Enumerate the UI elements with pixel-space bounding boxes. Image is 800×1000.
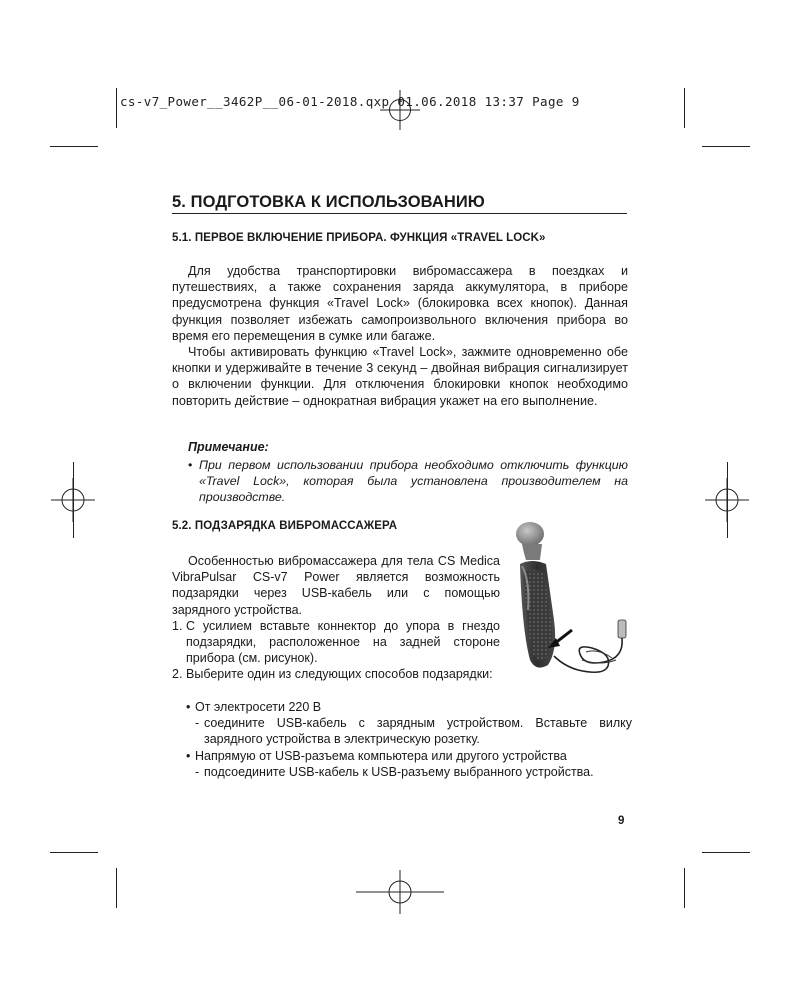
crop-mark-top-right-horizontal (702, 146, 750, 147)
note-title: Примечание: (188, 440, 269, 454)
option-1-dash: - (195, 716, 200, 731)
subsection-2-title: 5.2. ПОДЗАРЯДКА ВИБРОМАССАЖЕРА (172, 520, 398, 532)
crop-mark-bottom-right-vertical (684, 868, 685, 908)
subsection-1-paragraph-2: Чтобы активировать функцию «Travel Lock», зажмите одновременно обе кнопки и удерживайте в течение 3 секунд – двойная вибрация сигнализирует о включении функции. Для отключения блокировки кнопок необходимо повторить действие – однократная вибрация укажет на его выполнение. (172, 345, 628, 408)
subsection-1-body (172, 263, 628, 409)
note-bullet: • (188, 458, 193, 472)
subsection-2-body (172, 553, 500, 683)
charging-options (186, 699, 632, 780)
option-2-bullet: • (186, 748, 191, 763)
crop-mark-top-left-horizontal (50, 146, 98, 147)
option-1-bullet: • (186, 700, 191, 714)
usb-cable-coil (582, 651, 616, 663)
option-2 (186, 748, 632, 764)
step-2-number: 2. (172, 667, 183, 682)
crop-mark-bottom-left-vertical (116, 868, 117, 908)
note-item (188, 457, 628, 506)
subsection-1-paragraph-1: Для удобства транспортировки вибромассажера в поездках и путешествиях, а также сохранения заряда аккумулятора, в приборе предусмотрена функция «Travel Lock» (блокировка всех кнопок). Данная функция позволяет избежать самопроизвольного включения прибора во время его перемещения в сумке или багаже. (172, 264, 628, 343)
crop-mark-left-vertical (116, 88, 117, 128)
registration-mark-top (380, 90, 420, 130)
printer-slug: cs-v7_Power__3462P__06-01-2018.qxp 01.06.2018 13:37 Page 9 (120, 94, 580, 109)
registration-line-left (73, 462, 74, 538)
device-neck (522, 544, 542, 560)
registration-mark-bottom (356, 870, 444, 914)
option-2-detail: подсоедините USB-кабель к USB-разъему выбранного устройства. (204, 764, 594, 779)
usb-plug (618, 620, 626, 638)
subsection-1-title: 5.1. ПЕРВОЕ ВКЛЮЧЕНИЕ ПРИБОРА. ФУНКЦИЯ «TRAVEL LOCK» (172, 232, 546, 244)
usb-cable (554, 638, 622, 672)
crop-mark-right-vertical (684, 88, 685, 128)
option-1 (186, 699, 632, 715)
subsection-2-intro: Особенностью вибромассажера для тела CS Medica VibraPulsar CS-v7 Power является возможность подзарядки через USB-кабель или с помощью зарядного устройства. (172, 554, 500, 617)
section-title: 5. ПОДГОТОВКА К ИСПОЛЬЗОВАНИЮ (172, 193, 627, 214)
step-1-text: С усилием вставьте коннектор до упора в гнездо подзарядки, расположенное на задней стороне прибора (см. рисунок). (186, 618, 500, 666)
step-2-text: Выберите один из следующих способов подзарядки: (186, 667, 493, 682)
registration-line-right (727, 462, 728, 538)
option-2-dash: - (195, 764, 200, 779)
device-head (516, 522, 544, 546)
step-2 (172, 666, 500, 682)
option-1-detail: соедините USB-кабель с зарядным устройством. Вставьте вилку зарядного устройства в электрическую розетку. (204, 716, 632, 747)
option-1-detail-row (186, 715, 632, 747)
step-1-number: 1. (172, 618, 183, 633)
crop-mark-bottom-left-horizontal (50, 852, 98, 853)
page-number: 9 (618, 815, 625, 827)
crop-mark-bottom-right-horizontal (702, 852, 750, 853)
note-text: При первом использовании прибора необходимо отключить функцию «Travel Lock», которая была установлена производителем на производстве. (199, 458, 628, 505)
option-1-title: От электросети 220 В (195, 700, 322, 714)
option-2-detail-row (186, 764, 632, 780)
option-2-title: Напрямую от USB-разъема компьютера или другого устройства (195, 748, 567, 763)
step-1 (172, 618, 500, 667)
massager-charging-illustration (508, 520, 636, 692)
